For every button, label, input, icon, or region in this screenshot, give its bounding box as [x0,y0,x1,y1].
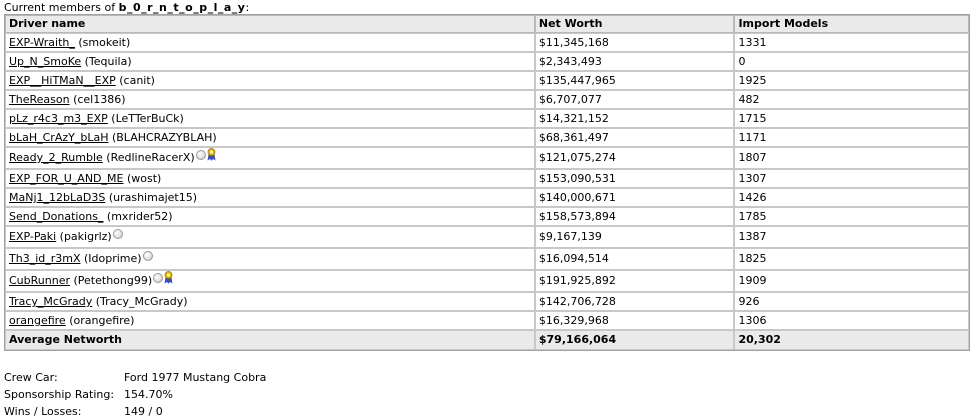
driver-cell [5,109,535,128]
column-header-driver-name: Driver name [5,15,535,33]
table-row [5,188,969,207]
total-import-models: 20,302 [734,330,969,350]
owner-name: (orangefire) [69,314,135,327]
table-row [5,33,969,52]
net-worth-cell: $153,090,531 [535,169,735,188]
table-row [5,270,969,292]
average-networth-label: Average Networth [5,330,535,350]
import-models-cell: 1306 [734,311,969,330]
wins-losses-value: 149 / 0 [124,405,163,418]
owner-name: (BLAHCRAZYBLAH) [111,131,217,144]
driver-cell [5,226,535,248]
award-ribbon-icon [207,148,216,161]
net-worth-cell: $6,707,077 [535,90,735,109]
sponsorship-rating-value: 154.70% [124,388,173,401]
table-row [5,311,969,330]
driver-name-link[interactable]: Send_Donations_ [9,210,104,223]
owner-name: (Petethong99) [73,274,153,287]
import-models-cell: 1825 [734,248,969,270]
table-row [5,292,969,311]
team-name: b_0_r_n_t_o_p_l_a_y [118,1,246,14]
members-table [4,14,970,351]
owner-name: (mxrider52) [106,210,173,223]
status-circle-icon [113,229,123,239]
driver-name-link[interactable]: EXP_FOR_U_AND_ME [9,172,124,185]
driver-cell [5,248,535,270]
net-worth-cell: $191,925,892 [535,270,735,292]
net-worth-cell: $142,706,728 [535,292,735,311]
net-worth-cell: $140,000,671 [535,188,735,207]
driver-cell [5,33,535,52]
table-row [5,71,969,90]
table-row [5,207,969,226]
owner-name: (wost) [126,172,162,185]
driver-name-link[interactable]: EXP-Wraith_ [9,36,75,49]
driver-cell [5,147,535,169]
column-header-import-models: Import Models [734,15,969,33]
caption-suffix: : [245,1,250,14]
crew-info [4,369,266,420]
driver-name-link[interactable]: TheReason [9,93,70,106]
net-worth-cell: $16,329,968 [535,311,735,330]
table-row [5,52,969,71]
driver-cell [5,188,535,207]
import-models-cell: 1387 [734,226,969,248]
net-worth-cell: $11,345,168 [535,33,735,52]
owner-name: (canit) [119,74,155,87]
table-row [5,128,969,147]
caption-prefix: Current members of [4,1,119,14]
owner-name: (RedlineRacerX) [106,151,195,164]
driver-name-link[interactable]: EXP-Paki [9,230,57,243]
status-circle-icon [196,150,206,160]
driver-cell [5,169,535,188]
owner-name: (cel1386) [73,93,126,106]
crew-members-caption [4,1,249,15]
net-worth-cell: $135,447,965 [535,71,735,90]
owner-name: (urashimajet15) [108,191,197,204]
import-models-cell: 1331 [734,33,969,52]
driver-name-link[interactable]: MaNj1_12bLaD3S [9,191,106,204]
import-models-cell: 1426 [734,188,969,207]
net-worth-cell: $9,167,139 [535,226,735,248]
net-worth-cell: $14,321,152 [535,109,735,128]
table-row [5,248,969,270]
status-circle-icon [153,273,163,283]
import-models-cell: 1807 [734,147,969,169]
driver-cell [5,52,535,71]
owner-name: (smokeit) [78,36,131,49]
driver-cell [5,270,535,292]
owner-name: (Tracy_McGrady) [95,295,188,308]
driver-cell [5,292,535,311]
crew-car-value: Ford 1977 Mustang Cobra [124,371,267,384]
net-worth-cell: $158,573,894 [535,207,735,226]
import-models-cell: 1909 [734,270,969,292]
import-models-cell: 1925 [734,71,969,90]
table-row [5,147,969,169]
import-models-cell: 1307 [734,169,969,188]
driver-cell [5,128,535,147]
driver-name-link[interactable]: bLaH_CrAzY_bLaH [9,131,109,144]
import-models-cell: 1171 [734,128,969,147]
owner-name: (Idoprime) [84,252,142,265]
driver-name-link[interactable]: CubRunner [9,274,70,287]
table-row [5,169,969,188]
driver-cell [5,71,535,90]
award-ribbon-icon [164,271,173,284]
net-worth-cell: $16,094,514 [535,248,735,270]
table-row [5,226,969,248]
status-circle-icon [143,251,153,261]
driver-name-link[interactable]: Ready_2_Rumble [9,151,103,164]
table-header-row [5,15,969,33]
net-worth-cell: $68,361,497 [535,128,735,147]
import-models-cell: 1785 [734,207,969,226]
sponsorship-rating-row [4,386,266,403]
net-worth-cell: $2,343,493 [535,52,735,71]
crew-car-row [4,369,266,386]
driver-name-link[interactable]: Tracy_McGrady [9,295,93,308]
driver-cell [5,311,535,330]
owner-name: (Tequila) [84,55,132,68]
import-models-cell: 1715 [734,109,969,128]
net-worth-cell: $121,075,274 [535,147,735,169]
driver-cell [5,90,535,109]
driver-name-link[interactable]: pLz_r4c3_m3_EXP [9,112,108,125]
average-networth-value: $79,166,064 [535,330,735,350]
owner-name: (LeTTerBuCk) [111,112,184,125]
crew-car-label: Crew Car: [4,371,58,384]
driver-name-link[interactable]: Th3_id_r3mX [9,252,81,265]
driver-name-link[interactable]: EXP__HiTMaN__EXP [9,74,116,87]
driver-name-link[interactable]: Up_N_SmoKe [9,55,82,68]
sponsorship-rating-label: Sponsorship Rating: [4,388,115,401]
table-row [5,90,969,109]
wins-losses-label: Wins / Losses: [4,405,82,418]
driver-name-link[interactable]: orangefire [9,314,66,327]
import-models-cell: 482 [734,90,969,109]
wins-losses-row [4,403,266,420]
totals-row [5,330,969,350]
table-row [5,109,969,128]
owner-name: (pakigrlz) [59,230,112,243]
driver-cell [5,207,535,226]
import-models-cell: 926 [734,292,969,311]
import-models-cell: 0 [734,52,969,71]
column-header-net-worth: Net Worth [535,15,735,33]
